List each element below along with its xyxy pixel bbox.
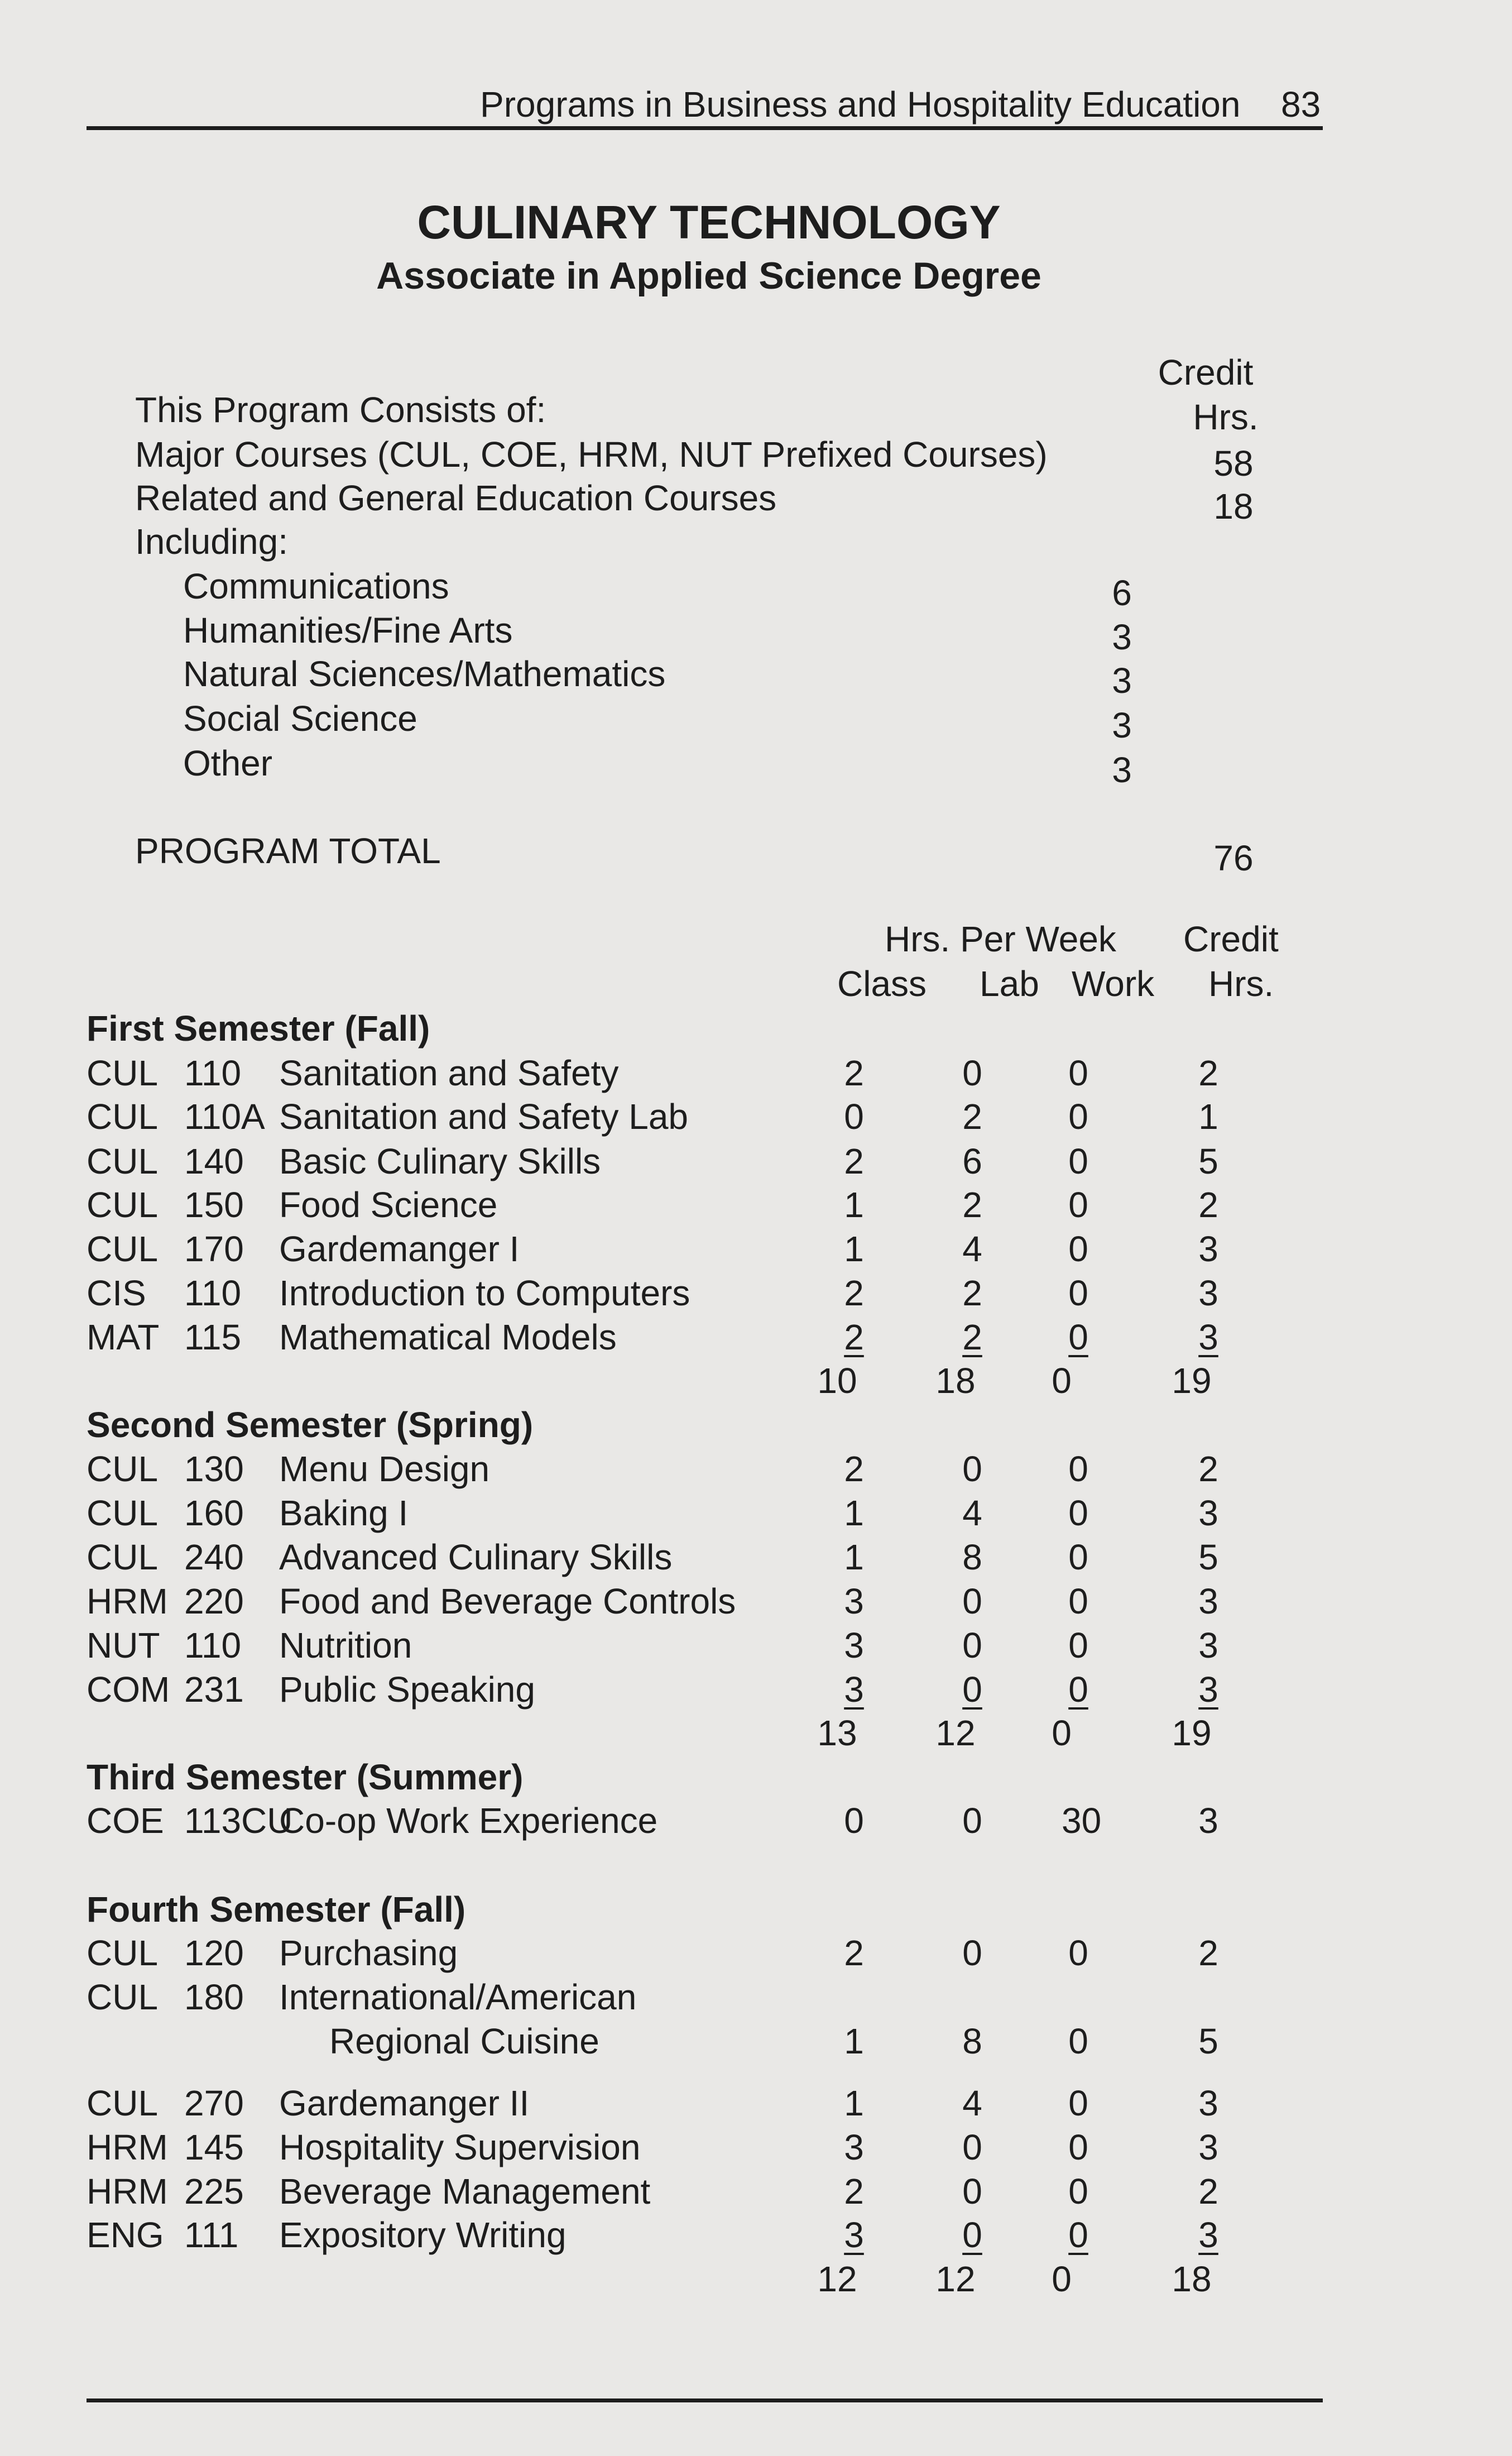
- course-prefix: CUL: [87, 1933, 159, 1973]
- course-work-hours: 0: [1068, 2083, 1088, 2123]
- summary-hrs-header: Hrs.: [1193, 397, 1259, 437]
- course-prefix: COE: [87, 1801, 164, 1841]
- semester-title: Fourth Semester (Fall): [87, 1889, 466, 1930]
- course-lab-hours: 2: [962, 1185, 982, 1225]
- semester-total-work: 0: [1052, 2259, 1072, 2299]
- course-prefix: CUL: [87, 1229, 159, 1269]
- course-work-hours: 0: [1068, 1625, 1088, 1665]
- course-credit-hours: 2: [1198, 1053, 1218, 1093]
- course-work-hours: 0: [1068, 1317, 1088, 1357]
- lab-header: Lab: [980, 964, 1039, 1004]
- course-lab-hours: 0: [962, 1933, 982, 1973]
- course-lab-hours: 0: [962, 1581, 982, 1621]
- course-number: 130: [184, 1449, 244, 1489]
- course-number: 270: [184, 2083, 244, 2123]
- course-number: 180: [184, 1977, 244, 2017]
- course-class-hours: 3: [844, 1669, 864, 1710]
- course-prefix: NUT: [87, 1625, 160, 1665]
- program-total-label: PROGRAM TOTAL: [135, 831, 441, 871]
- course-credit-hours: 2: [1198, 2171, 1218, 2211]
- course-credit-hours: 3: [1198, 1669, 1218, 1710]
- course-name: Gardemanger II: [279, 2083, 530, 2123]
- course-work-hours: 0: [1068, 2171, 1088, 2211]
- course-class-hours: 2: [844, 1141, 864, 1181]
- course-name: Hospitality Supervision: [279, 2127, 641, 2167]
- semester-total-class: 13: [817, 1713, 857, 1753]
- course-prefix: HRM: [87, 2127, 168, 2167]
- summary-related-hours: 18: [1213, 486, 1254, 526]
- course-work-hours: 0: [1068, 1493, 1088, 1533]
- course-name: Beverage Management: [279, 2171, 651, 2211]
- course-name: International/American: [279, 1977, 637, 2017]
- semester-total-class: 12: [817, 2259, 857, 2299]
- course-lab-hours: 0: [962, 2127, 982, 2167]
- course-class-hours: 2: [844, 2171, 864, 2211]
- running-header: Programs in Business and Hospitality Education: [480, 84, 1241, 125]
- credit-header: Credit: [1183, 919, 1279, 959]
- summary-subitem-label: Social Science: [183, 698, 417, 739]
- course-name: Nutrition: [279, 1625, 412, 1665]
- course-name: Mathematical Models: [279, 1317, 617, 1357]
- course-work-hours: 0: [1068, 1185, 1088, 1225]
- course-prefix: CUL: [87, 1449, 159, 1489]
- course-credit-hours: 3: [1198, 1317, 1218, 1357]
- course-lab-hours: 4: [962, 2083, 982, 2123]
- course-work-hours: 0: [1068, 1669, 1088, 1710]
- course-class-hours: 2: [844, 1933, 864, 1973]
- course-class-hours: 1: [844, 2083, 864, 2123]
- course-prefix: CUL: [87, 1977, 159, 2017]
- summary-subitem-label: Other: [183, 743, 273, 783]
- semester-total-lab: 12: [935, 2259, 976, 2299]
- course-name: Sanitation and Safety Lab: [279, 1097, 688, 1137]
- hrs-header: Hrs.: [1208, 964, 1274, 1004]
- course-class-hours: 3: [844, 1625, 864, 1665]
- course-work-hours: 0: [1068, 1449, 1088, 1489]
- summary-major-label: Major Courses (CUL, COE, HRM, NUT Prefixed Courses): [135, 434, 1048, 475]
- course-class-hours: 1: [844, 1537, 864, 1577]
- course-lab-hours: 6: [962, 1141, 982, 1181]
- course-work-hours: 0: [1068, 2021, 1088, 2061]
- summary-subitem-hours: 3: [1112, 705, 1132, 745]
- course-class-hours: 1: [844, 1229, 864, 1269]
- course-class-hours: 2: [844, 1317, 864, 1357]
- course-number: 160: [184, 1493, 244, 1533]
- course-lab-hours: 2: [962, 1097, 982, 1137]
- course-prefix: MAT: [87, 1317, 160, 1357]
- semester-total-lab: 18: [935, 1361, 976, 1401]
- course-prefix: HRM: [87, 1581, 168, 1621]
- course-prefix: COM: [87, 1669, 170, 1710]
- course-number: 225: [184, 2171, 244, 2211]
- course-work-hours: 30: [1062, 1801, 1102, 1841]
- course-lab-hours: 8: [962, 2021, 982, 2061]
- course-number: 170: [184, 1229, 244, 1269]
- course-lab-hours: 4: [962, 1493, 982, 1533]
- course-credit-hours: 2: [1198, 1933, 1218, 1973]
- summary-related-label: Related and General Education Courses: [135, 478, 777, 518]
- course-credit-hours: 2: [1198, 1449, 1218, 1489]
- semester-total-class: 10: [817, 1361, 857, 1401]
- course-number: 111: [184, 2215, 239, 2255]
- course-lab-hours: 8: [962, 1537, 982, 1577]
- course-name: Baking I: [279, 1493, 409, 1533]
- course-name: Food and Beverage Controls: [279, 1581, 736, 1621]
- course-lab-hours: 0: [962, 1801, 982, 1841]
- course-credit-hours: 3: [1198, 2127, 1218, 2167]
- course-prefix: CUL: [87, 1053, 159, 1093]
- course-class-hours: 3: [844, 2127, 864, 2167]
- course-credit-hours: 3: [1198, 1229, 1218, 1269]
- course-name: Advanced Culinary Skills: [279, 1537, 673, 1577]
- course-work-hours: 0: [1068, 1053, 1088, 1093]
- semester-total-credit: 18: [1172, 2259, 1212, 2299]
- course-name: Co-op Work Experience: [279, 1801, 658, 1841]
- course-credit-hours: 3: [1198, 1625, 1218, 1665]
- semester-total-credit: 19: [1172, 1361, 1212, 1401]
- semester-title: Second Semester (Spring): [87, 1405, 534, 1445]
- course-work-hours: 0: [1068, 2215, 1088, 2255]
- course-number: 115: [184, 1317, 242, 1357]
- work-header: Work: [1072, 964, 1155, 1004]
- course-work-hours: 0: [1068, 1581, 1088, 1621]
- course-credit-hours: 3: [1198, 2083, 1218, 2123]
- course-work-hours: 0: [1068, 1933, 1088, 1973]
- summary-subitem-label: Humanities/Fine Arts: [183, 610, 513, 650]
- course-prefix: CUL: [87, 1185, 159, 1225]
- course-name: Basic Culinary Skills: [279, 1141, 601, 1181]
- course-name: Public Speaking: [279, 1669, 535, 1710]
- summary-subitem-hours: 3: [1112, 617, 1132, 657]
- summary-subitem-label: Natural Sciences/Mathematics: [183, 654, 666, 694]
- course-credit-hours: 5: [1198, 1537, 1218, 1577]
- course-work-hours: 0: [1068, 2127, 1088, 2167]
- program-subtitle: Associate in Applied Science Degree: [376, 255, 1041, 297]
- course-number: 140: [184, 1141, 244, 1181]
- page-number: 83: [1281, 84, 1321, 125]
- course-number: 145: [184, 2127, 244, 2167]
- summary-intro: This Program Consists of:: [135, 390, 546, 430]
- course-credit-hours: 1: [1198, 1097, 1218, 1137]
- course-credit-hours: 3: [1198, 1273, 1218, 1313]
- course-class-hours: 1: [844, 1185, 864, 1225]
- course-credit-hours: 5: [1198, 1141, 1218, 1181]
- course-prefix: CUL: [87, 1493, 159, 1533]
- semester-total-lab: 12: [935, 1713, 976, 1753]
- course-lab-hours: 4: [962, 1229, 982, 1269]
- top-rule: [87, 126, 1323, 130]
- course-name: Gardemanger I: [279, 1229, 520, 1269]
- course-lab-hours: 2: [962, 1317, 982, 1357]
- course-prefix: ENG: [87, 2215, 164, 2255]
- course-prefix: CIS: [87, 1273, 146, 1313]
- summary-subitem-hours: 3: [1112, 750, 1132, 790]
- course-number: 150: [184, 1185, 244, 1225]
- course-number: 220: [184, 1581, 244, 1621]
- class-header: Class: [837, 964, 927, 1004]
- course-name: Purchasing: [279, 1933, 458, 1973]
- course-prefix: CUL: [87, 1537, 159, 1577]
- program-title: CULINARY TECHNOLOGY: [417, 196, 1001, 248]
- course-name: Food Science: [279, 1185, 498, 1225]
- summary-credit-header: Credit: [1158, 352, 1254, 392]
- course-name: Expository Writing: [279, 2215, 567, 2255]
- course-work-hours: 0: [1068, 1537, 1088, 1577]
- course-credit-hours: 3: [1198, 1581, 1218, 1621]
- summary-subitem-hours: 6: [1112, 573, 1132, 613]
- program-total-hours: 76: [1213, 838, 1254, 878]
- course-lab-hours: 0: [962, 2171, 982, 2211]
- semester-total-work: 0: [1052, 1713, 1072, 1753]
- summary-including: Including:: [135, 521, 288, 562]
- course-prefix: HRM: [87, 2171, 168, 2211]
- course-credit-hours: 3: [1198, 2215, 1218, 2255]
- bottom-rule: [87, 2398, 1323, 2402]
- course-name: Sanitation and Safety: [279, 1053, 619, 1093]
- course-credit-hours: 5: [1198, 2021, 1218, 2061]
- course-name: Introduction to Computers: [279, 1273, 690, 1313]
- summary-major-hours: 58: [1213, 443, 1254, 483]
- course-class-hours: 1: [844, 1493, 864, 1533]
- course-number: 110A: [184, 1097, 265, 1137]
- course-credit-hours: 3: [1198, 1493, 1218, 1533]
- course-prefix: CUL: [87, 1097, 159, 1137]
- course-number: 110: [184, 1273, 242, 1313]
- course-lab-hours: 0: [962, 1669, 982, 1710]
- course-credit-hours: 2: [1198, 1185, 1218, 1225]
- course-work-hours: 0: [1068, 1097, 1088, 1137]
- hrs-per-week-header: Hrs. Per Week: [885, 919, 1116, 959]
- course-credit-hours: 3: [1198, 1801, 1218, 1841]
- semester-title: First Semester (Fall): [87, 1008, 430, 1049]
- course-lab-hours: 0: [962, 2215, 982, 2255]
- course-class-hours: 2: [844, 1053, 864, 1093]
- semester-title: Third Semester (Summer): [87, 1757, 524, 1797]
- course-prefix: CUL: [87, 2083, 159, 2123]
- semester-total-credit: 19: [1172, 1713, 1212, 1753]
- course-number: 113CU: [184, 1801, 293, 1841]
- course-work-hours: 0: [1068, 1229, 1088, 1269]
- course-number: 110: [184, 1053, 242, 1093]
- course-lab-hours: 0: [962, 1449, 982, 1489]
- course-number: 110: [184, 1625, 242, 1665]
- course-lab-hours: 0: [962, 1053, 982, 1093]
- semester-total-work: 0: [1052, 1361, 1072, 1401]
- summary-subitem-label: Communications: [183, 566, 449, 606]
- course-class-hours: 0: [844, 1801, 864, 1841]
- course-work-hours: 0: [1068, 1141, 1088, 1181]
- course-number: 240: [184, 1537, 244, 1577]
- course-class-hours: 3: [844, 2215, 864, 2255]
- course-class-hours: 2: [844, 1449, 864, 1489]
- course-class-hours: 1: [844, 2021, 864, 2061]
- course-prefix: CUL: [87, 1141, 159, 1181]
- course-work-hours: 0: [1068, 1273, 1088, 1313]
- course-number: 120: [184, 1933, 244, 1973]
- course-class-hours: 3: [844, 1581, 864, 1621]
- course-lab-hours: 0: [962, 1625, 982, 1665]
- course-name-line2: Regional Cuisine: [329, 2021, 599, 2061]
- course-class-hours: 0: [844, 1097, 864, 1137]
- course-lab-hours: 2: [962, 1273, 982, 1313]
- course-name: Menu Design: [279, 1449, 490, 1489]
- course-class-hours: 2: [844, 1273, 864, 1313]
- course-number: 231: [184, 1669, 244, 1710]
- summary-subitem-hours: 3: [1112, 660, 1132, 701]
